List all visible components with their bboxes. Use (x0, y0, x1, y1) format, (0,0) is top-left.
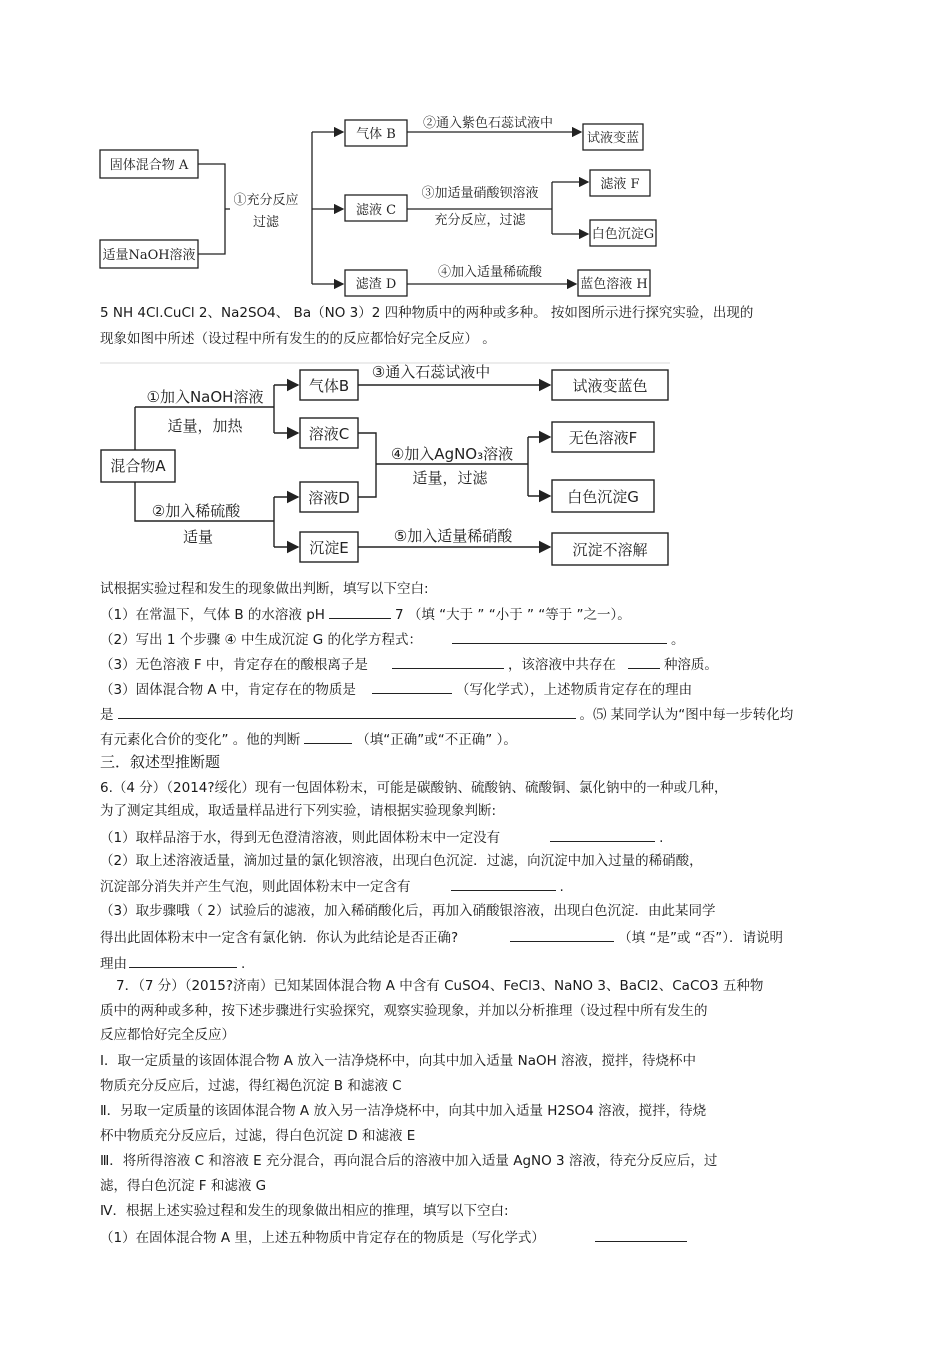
q7-step2-a: Ⅱ．另取一定质量的该固体混合物 A 放入另一洁净烧杯中，向其中加入适量 H2SO4 溶液，搅拌，待烧 (100, 1103, 707, 1119)
q5-item-3 (100, 654, 718, 674)
q5-2-text-b: 。 (671, 632, 685, 648)
d2-result-b: 试液变蓝色 (572, 377, 648, 395)
q6-3-text-b: （填 “是”或 “否”）．请说明 (618, 930, 783, 946)
q5-4-text-c: 是 (100, 707, 114, 723)
d2-box-g: 白色沉淀G (567, 488, 639, 506)
q6-1-text: （1）取样品溶于水，得到无色澄清溶液，则此固体粉末中一定没有 (100, 830, 501, 846)
q5-item-1 (100, 604, 631, 624)
q5-item-4-cont (100, 704, 793, 724)
d2-step4-line2: 适量，过滤 (412, 469, 488, 487)
d2-step1-line2: 适量，加热 (167, 417, 243, 435)
q6-3-reason-blank[interactable] (129, 953, 237, 968)
d1-result-b: 试液变蓝 (586, 131, 640, 146)
q6-item-2 (100, 876, 564, 896)
d1-box-d: 滤渣 D (355, 277, 397, 292)
q7-step4: Ⅳ．根据上述实验过程和发生的现象做出相应的推理，填写以下空白: (100, 1203, 509, 1219)
q5-3-text-c: 种溶质。 (663, 657, 718, 673)
para5-line2: 现象如图中所述（设过程中所有发生的的反应都恰好完全反应） 。 (100, 331, 496, 347)
q5-4-text-a: （3）固体混合物 A 中，肯定存在的物质是 (100, 682, 356, 698)
d1-step1-line1: ①充分反应 (233, 193, 299, 208)
q5-5-blank[interactable] (304, 729, 352, 744)
q6-3-blank[interactable] (510, 927, 614, 942)
d1-box-b: 气体 B (356, 127, 396, 142)
q5-5-text-a: 有元素化合价的变化” 。他的判断 (100, 732, 301, 748)
d2-step4-line1: ④加入AgNO₃溶液 (390, 445, 514, 463)
q7-1-blank[interactable] (595, 1227, 687, 1242)
q5-2-text-a: （2）写出 1 个步骤 ④ 中生成沉淀 G 的化学方程式： (100, 632, 422, 648)
d2-box-a: 混合物A (110, 457, 166, 475)
q5-1-text-a: （1）在常温下，气体 B 的水溶液 pH (100, 607, 325, 623)
d2-step5: ⑤加入适量稀硝酸 (393, 527, 513, 545)
q6-2-text: 沉淀部分消失并产生气泡，则此固体粉末中一定含有 (100, 879, 411, 895)
d1-step3-line1: ③加适量硝酸钡溶液 (421, 186, 539, 201)
q5-2-blank[interactable] (452, 629, 667, 644)
q6-item-3-cont (100, 953, 245, 973)
q7-step3-a: Ⅲ．将所得溶液 C 和溶液 E 充分混合，再向混合后的溶液中加入适量 AgNO 3 溶液，待充分反应后，过 (100, 1153, 718, 1169)
q5-4-text-d: 。⑸ 某同学认为“图中每一步转化均 (579, 707, 794, 723)
q6-3-reason-label: 理由 (100, 956, 127, 972)
q7-line3: 反应都恰好完全反应） (100, 1027, 235, 1043)
flow-diagram-2 (0, 355, 950, 575)
q5-item-2 (100, 629, 685, 649)
q7-line2: 质中的两种或多种，按下述步骤进行实验探究，观察实验现象，并加以分析推理（设过程中所有发生的 (100, 1003, 708, 1019)
d2-step1-line1: ①加入NaOH溶液 (146, 388, 264, 406)
q5-5-text-b: （填“正确”或“不正确” ）。 (356, 732, 517, 748)
q7-item-1 (100, 1227, 691, 1247)
q7-1-text: （1）在固体混合物 A 里，上述五种物质中肯定存在的物质是（写化学式） (100, 1230, 545, 1246)
d2-step3: ③通入石蕊试液中 (371, 363, 491, 381)
d2-step2-line2: 适量 (182, 528, 214, 546)
q5-3-text-b: ，该溶液中共存在 (507, 657, 616, 673)
q7-step3-b: 滤，得白色沉淀 F 和滤液 G (100, 1178, 267, 1194)
d2-box-d: 溶液D (308, 489, 350, 507)
q7-step2-b: 杯中物质充分反应后，过滤，得白色沉淀 D 和滤液 E (100, 1128, 416, 1144)
q5-3-blank-2[interactable] (628, 654, 660, 669)
q7-step1-a: Ⅰ．取一定质量的该固体混合物 A 放入一洁净烧杯中，向其中加入适量 NaOH 溶液，搅拌，待烧杯中 (100, 1053, 697, 1069)
para5-line1: 5 NH 4Cl.CuCl 2、Na2SO4、 Ba（NO 3）2 四种物质中的两种或多种。 按如图所示进行探究实验，出现的 (100, 305, 754, 321)
d1-box-g: 白色沉淀G (591, 227, 655, 242)
d1-step2: ②通入紫色石蕊试液中 (422, 116, 554, 131)
q5-1-text-b: 7 （填 “大于 ” “小于 ” “等于 ”之一）。 (394, 607, 631, 623)
d1-box-a: 固体混合物 A (109, 158, 189, 173)
q6-2-end: . (559, 879, 564, 895)
q6-line1: 6.（4 分）（2014?绥化）现有一包固体粉末，可能是碳酸钠、硫酸钠、硫酸铜、氯化钠中的一种或几种， (100, 780, 728, 796)
q5-intro: 试根据实验过程和发生的现象做出判断，填写以下空白: (100, 581, 429, 597)
q5-3-blank-1[interactable] (392, 654, 504, 669)
q6-line4: （2）取上述溶液适量，滴加过量的氯化钡溶液，出现白色沉淀．过滤，向沉淀中加入过量的稀硝酸， (100, 853, 703, 869)
d1-step3-line2: 充分反应，过滤 (434, 213, 526, 228)
q5-item-4 (100, 679, 692, 699)
q5-3-text-a: （3）无色溶液 F 中，肯定存在的酸根离子是 (100, 657, 368, 673)
q6-2-blank[interactable] (451, 876, 556, 891)
q6-line2: 为了测定其组成，取适量样品进行下列实验，请根据实验现象判断: (100, 803, 497, 819)
d2-box-c: 溶液C (308, 425, 350, 443)
d1-box-naoh: 适量NaOH溶液 (102, 248, 196, 263)
d1-box-f: 滤液 F (600, 177, 640, 192)
q7-line1: 7．（7 分）（2015?济南）已知某固体混合物 A 中含有 CuSO4、FeCl3、NaNO 3、BaCl2、CaCO3 五种物 (116, 978, 764, 994)
q6-item-1 (100, 827, 663, 847)
d2-box-f: 无色溶液F (568, 429, 638, 447)
q6-item-3 (100, 927, 783, 947)
d2-box-e: 沉淀E (309, 539, 349, 557)
q6-1-end: . (659, 830, 664, 846)
d2-result-e: 沉淀不溶解 (572, 541, 648, 559)
q6-3-reason-end: . (241, 956, 246, 972)
d2-step2-line1: ②加入稀硫酸 (151, 502, 241, 520)
q5-4-blank-2[interactable] (118, 704, 576, 719)
q6-line6: （3）取步骤哦（ 2）试验后的滤液，加入稀硝酸化后，再加入硝酸银溶液，出现白色沉淀．由此某同学 (100, 903, 716, 919)
q6-1-blank[interactable] (550, 827, 655, 842)
d1-box-h: 蓝色溶液 H (580, 277, 648, 292)
q5-4-text-b: （写化学式），上述物质肯定存在的理由 (455, 682, 693, 698)
q5-item-5 (100, 729, 517, 749)
d1-step1-line2: 过滤 (252, 215, 280, 230)
q6-3-text-a: 得出此固体粉末中一定含有氯化钠．你认为此结论是否正确? (100, 930, 459, 946)
d1-box-c: 滤液 C (355, 203, 397, 218)
d1-step4: ④加入适量稀硫酸 (437, 265, 543, 280)
section-3-title: 三．叙述型推断题 (100, 753, 221, 771)
flow-diagram-1 (0, 0, 950, 300)
q5-1-blank[interactable] (329, 604, 391, 619)
q7-step1-b: 物质充分反应后，过滤，得红褐色沉淀 B 和滤液 C (100, 1078, 402, 1094)
d2-box-b: 气体B (308, 377, 350, 395)
q5-4-blank-1[interactable] (372, 679, 452, 694)
